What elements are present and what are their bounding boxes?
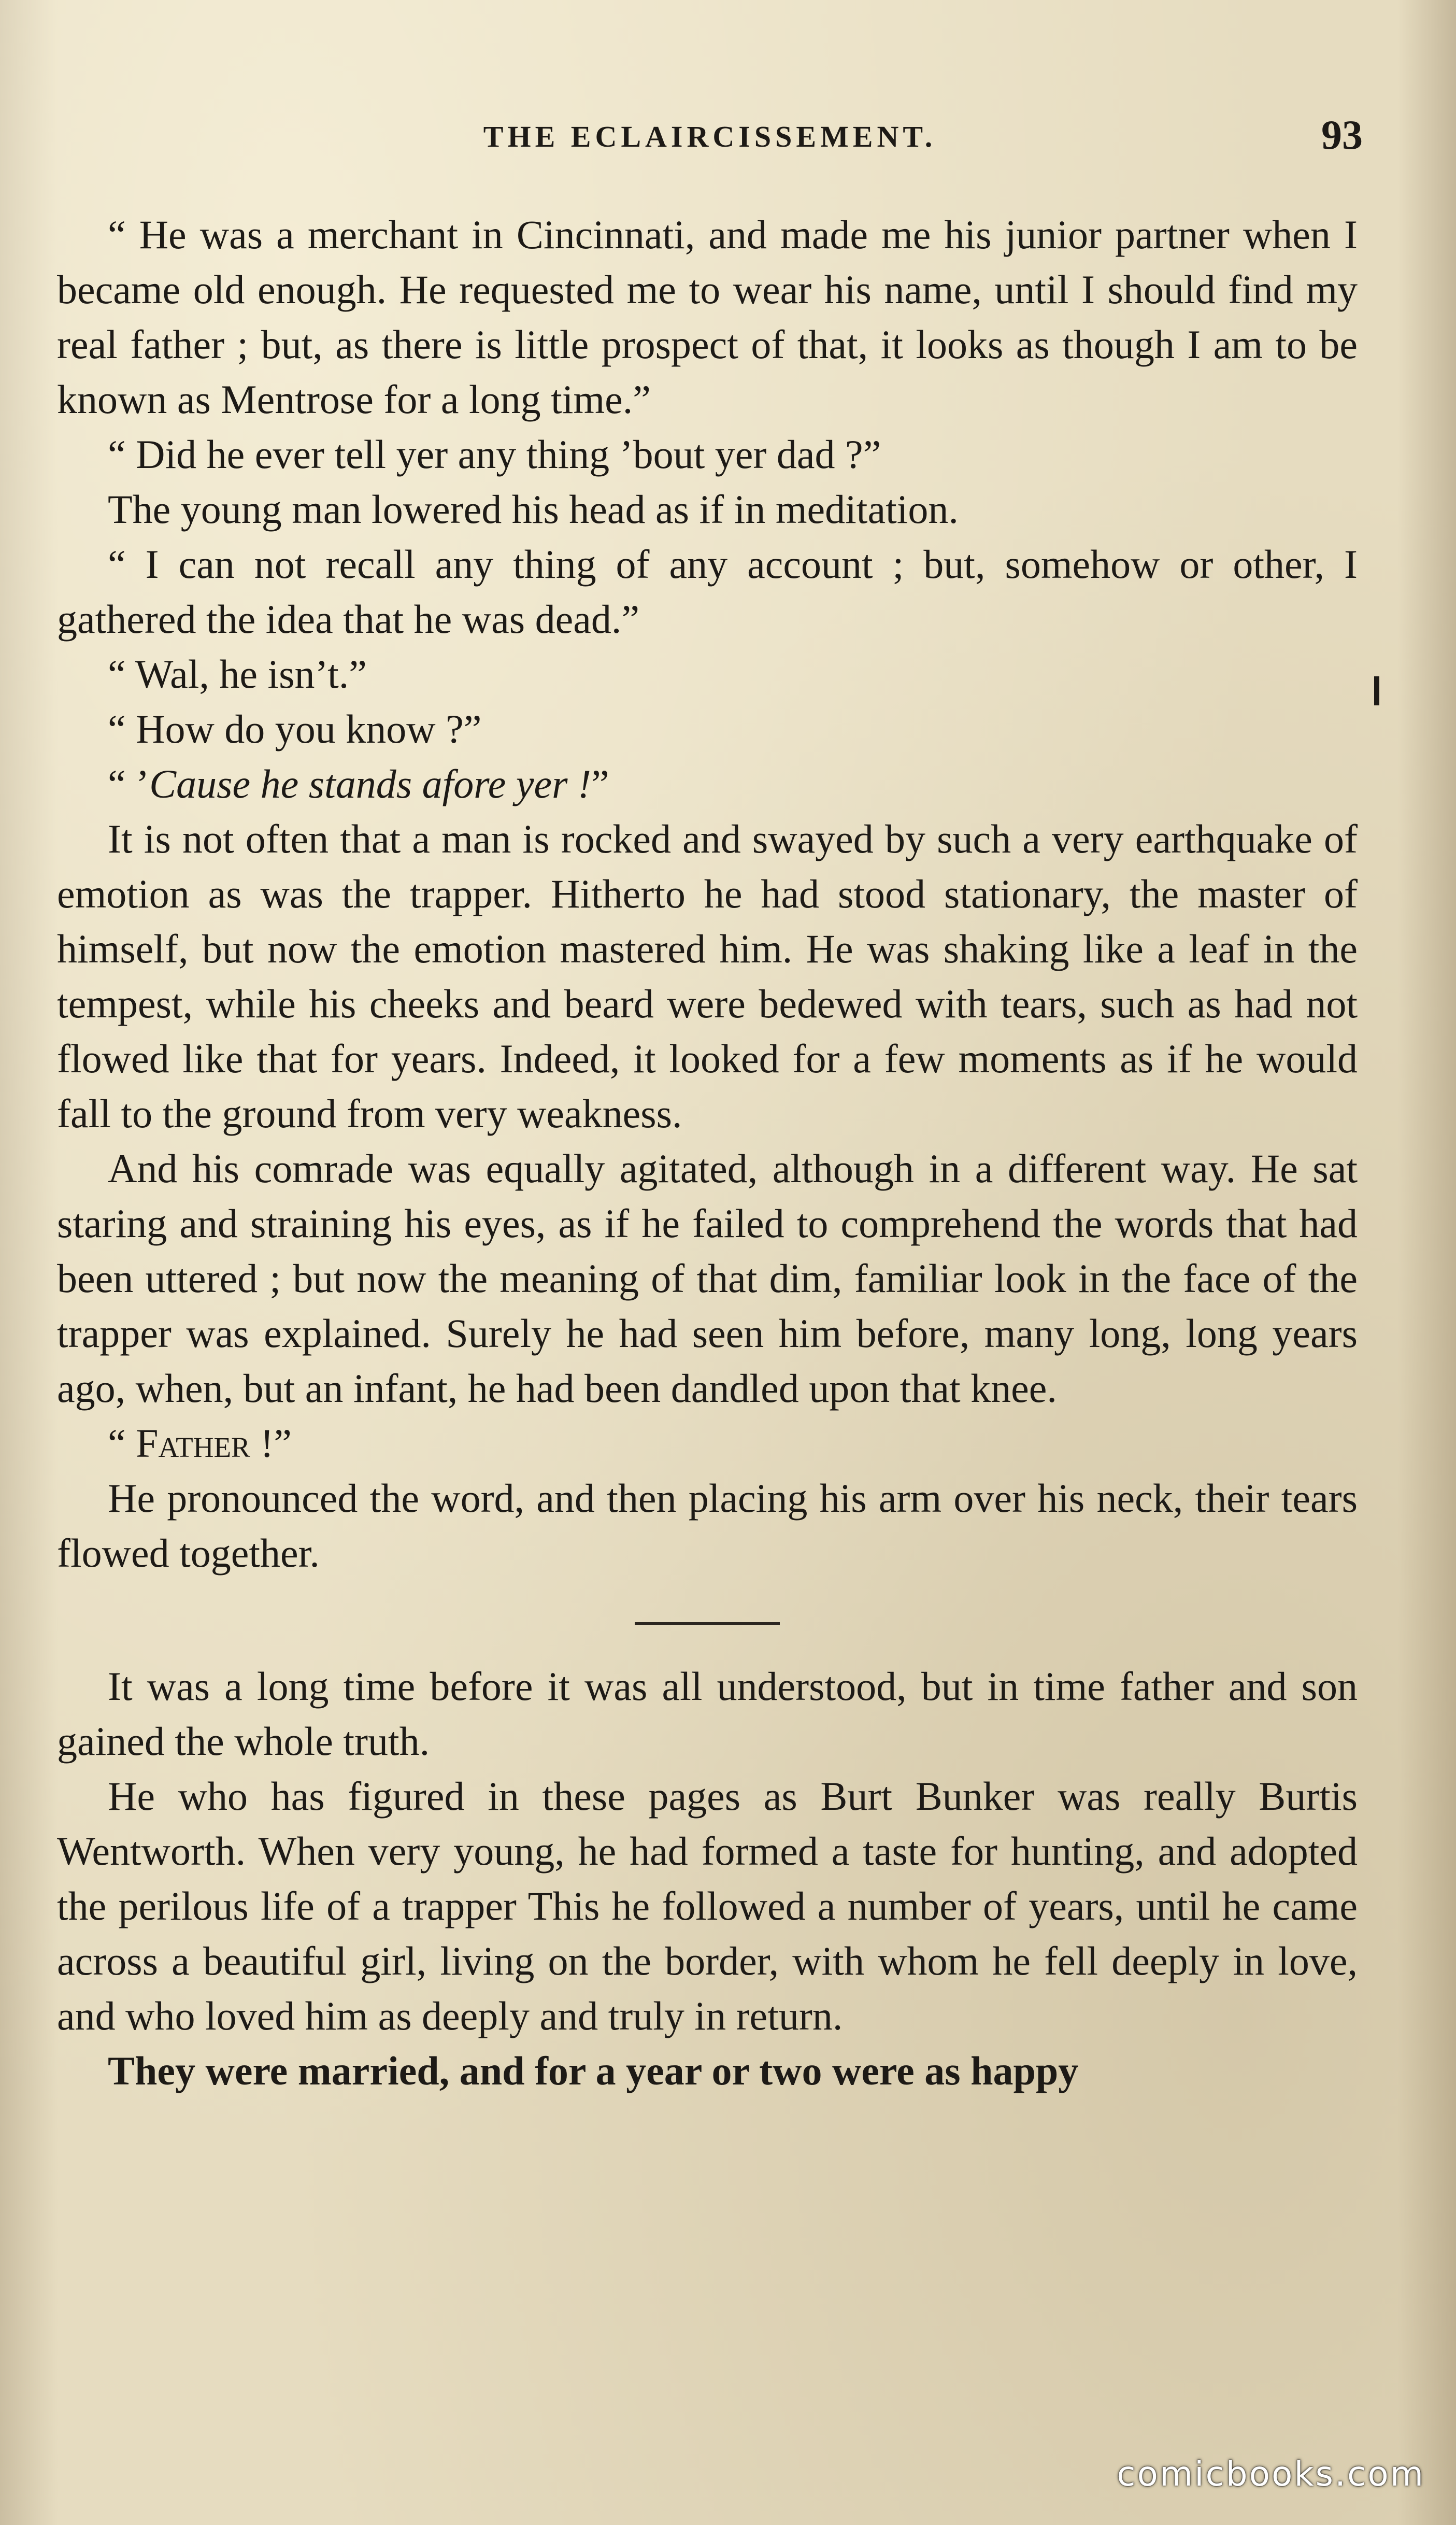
paragraph-10: It was a long time before it was all understood, but in time father and son gained the whole truth. [57, 1664, 1358, 1764]
margin-mark [1374, 676, 1379, 705]
running-title: THE ECLAIRCISSEMENT. [483, 120, 937, 153]
body-text [57, 207, 1358, 2098]
quote-close: !” [250, 1421, 292, 1466]
paragraph-7: It is not often that a man is rocked and swayed by such a very earthquake of emotion as was the trapper. Hitherto he had stood stationary, the master of himself, but now the emotion mastered him. He was shaking like a leaf in the tempest, while his cheeks and beard were bedewed with tears, such as had not flowed like that for years. Indeed, it looked for a few moments as if he would fall to the ground from very weakness. [57, 816, 1358, 1136]
quote-open: “ ’ [108, 761, 150, 806]
paragraph-3: The young man lowered his head as if in meditation. [108, 487, 959, 532]
paragraph-11: He who has figured in these pages as Burt Bunker was really Burtis Wentworth. When very young, he had formed a taste for hunting, and adopted the perilous life of a trapper This he followed a number of years, until he came across a beautiful girl, living on the border, with whom he fell deeply in love, and who loved him as deeply and truly in return. [57, 1774, 1358, 2038]
paragraph-father [57, 1416, 1358, 1471]
italic-speech: Cause he stands afore yer ! [149, 761, 591, 806]
paragraph-2: “ Did he ever tell yer any thing ’bout yer dad ?” [108, 432, 881, 477]
paragraph-1: “ He was a merchant in Cincinnati, and made me his junior partner when I became old enough. He requested me to wear his name, until I should find my real father ; but, as there is little prospect of that, it looks as though I am to be known as Mentrose for a long time.” [57, 212, 1358, 422]
watermark: comicbooks.com [1117, 2454, 1425, 2494]
page-header [57, 104, 1363, 187]
paragraph-5: “ Wal, he isn’t.” [108, 651, 367, 697]
paragraph-8: And his comrade was equally agitated, although in a different way. He sat staring and straining his eyes, as if he failed to comprehend the words that had been uttered ; but now the meaning of that dim, familiar look in the face of the trapper was explained. Surely he had seen him before, many long, long years ago, when, but an infant, he had been dandled upon that knee. [57, 1146, 1358, 1411]
paragraph-6: “ How do you know ?” [108, 706, 482, 751]
section-divider [635, 1622, 780, 1625]
quote-close: ” [591, 761, 609, 806]
paragraph-9: He pronounced the word, and then placing his arm over his neck, their tears flowed together. [57, 1476, 1358, 1576]
page-number: 93 [1321, 112, 1363, 158]
quote-open: “ [108, 1421, 136, 1466]
paragraph-4: “ I can not recall any thing of any account ; but, somehow or other, I gathered the idea that he was dead.” [57, 542, 1358, 642]
paragraph-cause [57, 757, 1358, 812]
father-word: Father [136, 1421, 250, 1466]
paragraph-12: They were married, and for a year or two were as happy [108, 2048, 1079, 2093]
